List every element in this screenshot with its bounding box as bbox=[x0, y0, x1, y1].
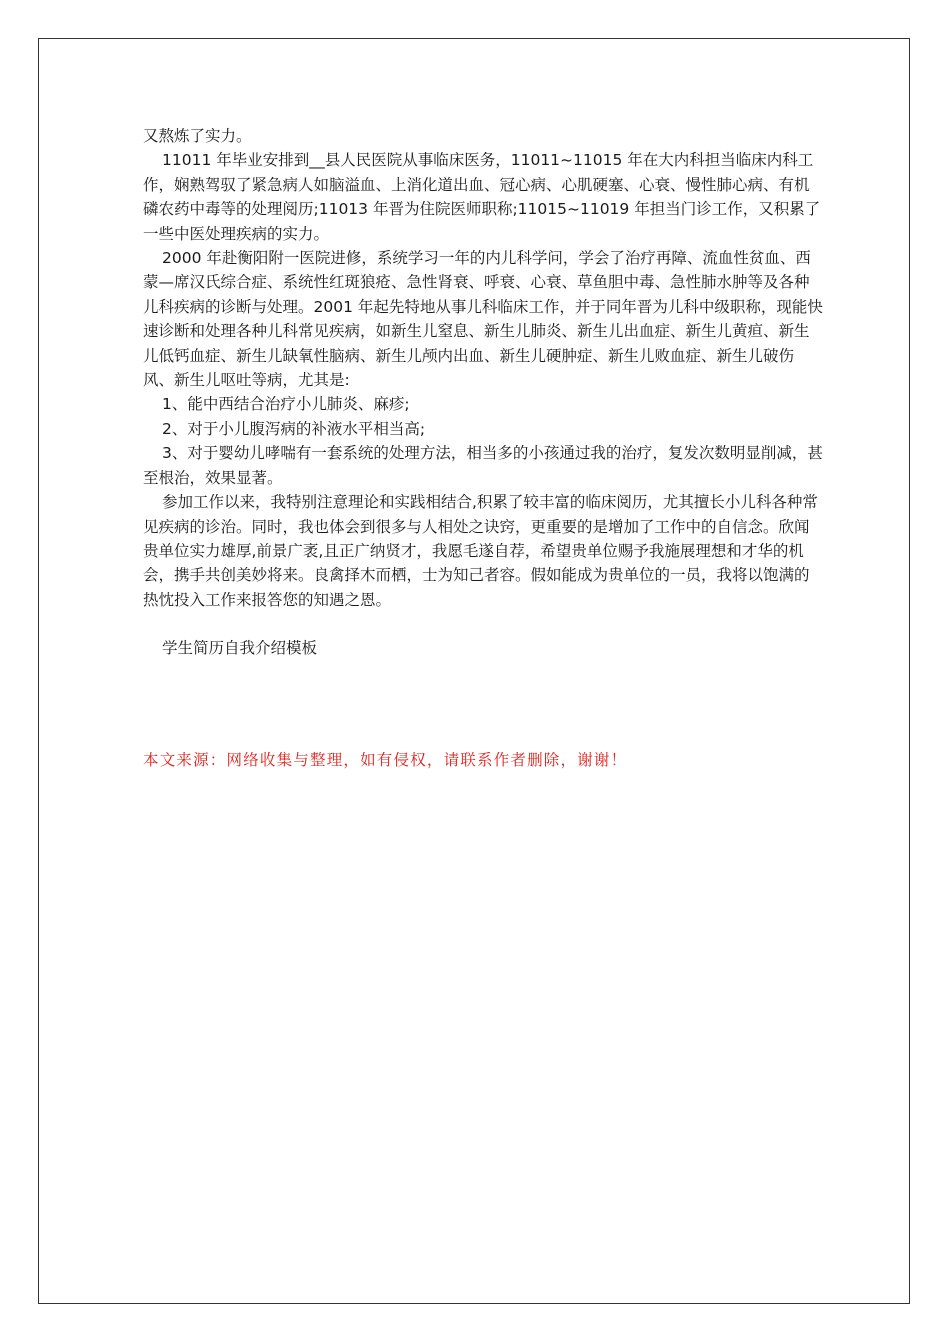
paragraph-continuation: 又熬炼了实力。 bbox=[143, 127, 252, 145]
list-item-1: 1、能中西结合治疗小儿肺炎、麻疹; bbox=[162, 395, 410, 414]
paragraph-work-history: 11011 年毕业安排到__县人民医院从事临床医务，11011~11015 年在大内科担当临床内科工作，娴熟驾驭了紧急病人如脑溢血、上消化道出血、冠心病、心肌硬塞、心衰、慢性肺心病、有机磷农药中毒等的处理阅历;11013 年晋为住院医师职称;11015~11019 年担当门诊工作，又积累了一些中医处理疾病的实力。 bbox=[143, 151, 821, 243]
document-body bbox=[143, 124, 823, 661]
paragraph-further-study: 2000 年赴衡阳附一医院进修，系统学习一年的内儿科学问，学会了治疗再障、流血性贫血、西蒙—席汉氏综合症、系统性红斑狼疮、急性肾衰、呼衰、心衰、草鱼胆中毒、急性肺水肿等及各种儿科疾病的诊断与处理。2001 年起先特地从事儿科临床工作，并于同年晋为儿科中级职称，现能快速诊断和处理各种儿科常见疾病，如新生儿窒息、新生儿肺炎、新生儿出血症、新生儿黄疸、新生儿低钙血症、新生儿缺氧性脑病、新生儿颅内出血、新生儿硬肿症、新生儿败血症、新生儿破伤风、新生儿呕吐等病，尤其是: bbox=[143, 249, 823, 390]
list-item-2: 2、对于小儿腹泻病的补液水平相当高; bbox=[162, 419, 426, 438]
section-title: 学生简历自我介绍模板 bbox=[162, 639, 318, 658]
paragraph-closing: 参加工作以来，我特别注意理论和实践相结合,积累了较丰富的临床阅历，尤其擅长小儿科各种常见疾病的诊治。同时，我也体会到很多与人相处之诀窍，更重要的是增加了工作中的自信念。欣闻贵单位实力雄厚,前景广袤,且正广纳贤才，我愿毛遂自荐，希望贵单位赐予我施展理想和才华的机会，携手共创美妙将来。良禽择木而栖，士为知己者容。假如能成为贵单位的一员，我将以饱满的热忱投入工作来报答您的知遇之恩。 bbox=[143, 493, 818, 609]
spacer bbox=[143, 612, 823, 636]
list-item-3: 3、对于婴幼儿哮喘有一套系统的处理方法，相当多的小孩通过我的治疗，复发次数明显削减，甚至根治，效果显著。 bbox=[143, 444, 823, 487]
source-note: 本文来源：网络收集与整理，如有侵权，请联系作者删除，谢谢！ bbox=[143, 751, 628, 769]
